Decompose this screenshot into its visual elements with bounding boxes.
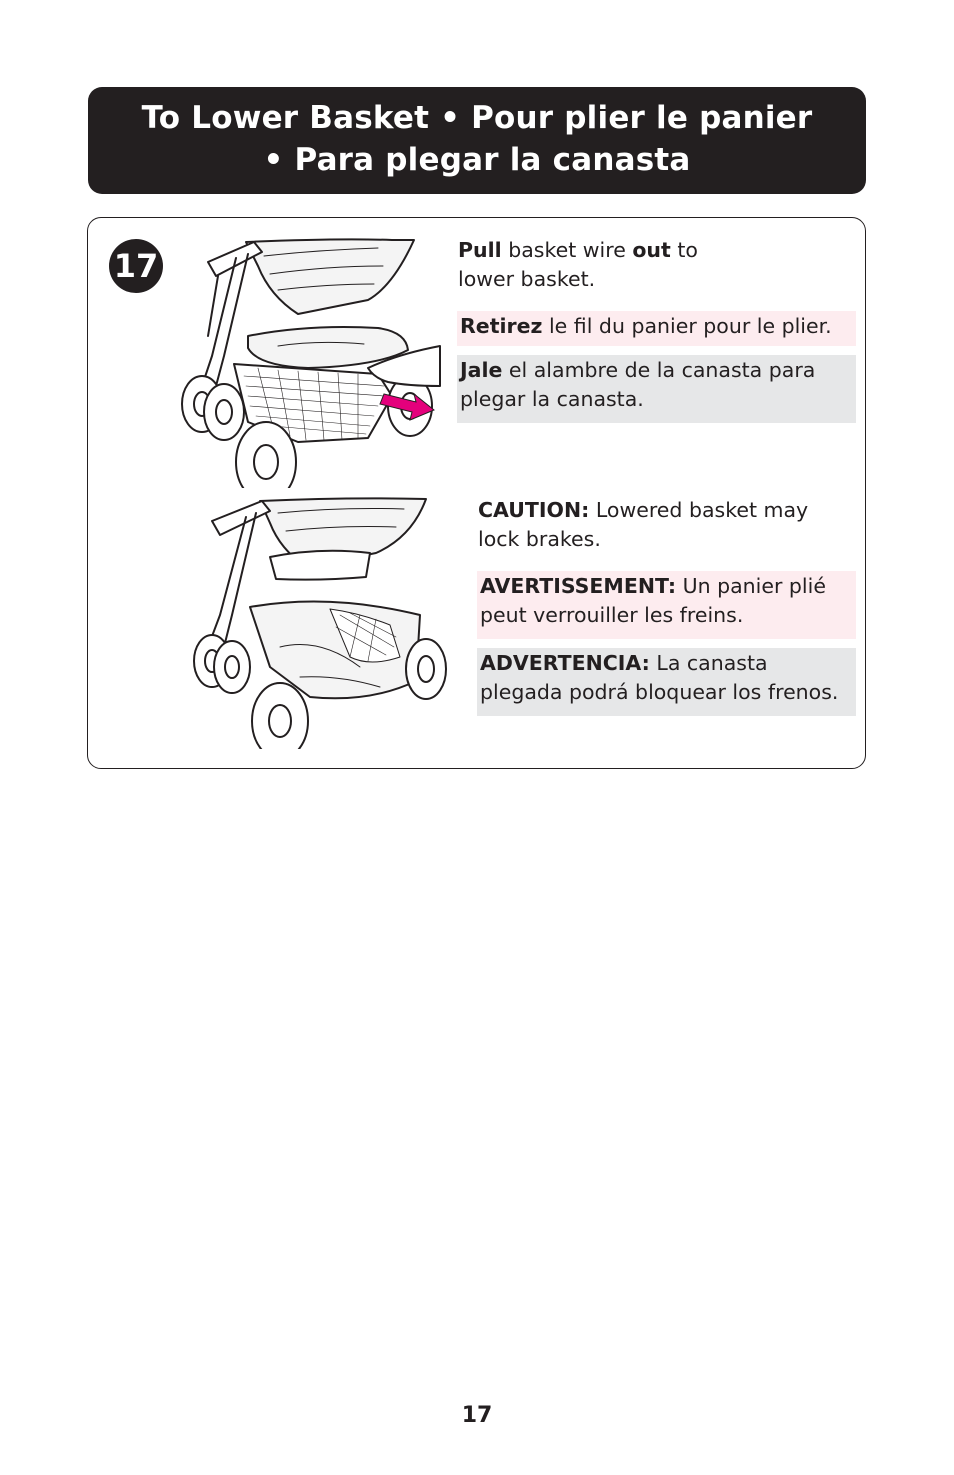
step-number-badge: 17	[109, 239, 163, 293]
caution-spanish-bold: ADVERTENCIA:	[480, 651, 650, 675]
caution-french-bold: AVERTISSEMENT:	[480, 574, 677, 598]
caution-french-text: Un panier plié peut verrouiller les freins.	[480, 574, 826, 627]
stroller-pull-basket-wire-illustration	[178, 236, 442, 488]
instruction-english-text-1: basket wire	[501, 238, 633, 262]
instruction-spanish-bold: Jale	[460, 358, 503, 382]
caution-french	[477, 571, 856, 639]
section-title-line-1: To Lower Basket • Pour plier le panier	[141, 100, 813, 136]
stroller-lowered-basket-illustration	[190, 497, 452, 749]
instruction-french-text: le fil du panier pour le plier.	[542, 314, 832, 338]
section-title-line-2: • Para plegar la canasta	[263, 142, 691, 178]
caution-spanish-text: La canasta plegada podrá bloquear los frenos.	[480, 651, 839, 704]
page-number: 17	[461, 1403, 493, 1428]
instruction-spanish-text: el alambre de la canasta para plegar la canasta.	[460, 358, 816, 411]
instruction-french-bold: Retirez	[460, 314, 543, 338]
caution-english	[478, 496, 838, 554]
instruction-french	[457, 311, 856, 346]
instruction-english-bold-2: out	[632, 238, 671, 262]
instruction-english-bold-1: Pull	[458, 238, 502, 262]
caution-english-text: Lowered basket may lock brakes.	[478, 498, 809, 551]
instruction-spanish	[457, 355, 856, 423]
caution-english-bold: CAUTION:	[478, 498, 590, 522]
section-title	[88, 87, 866, 194]
instruction-english	[458, 236, 758, 294]
caution-spanish	[477, 648, 856, 716]
instruction-english-text-2: to lower basket.	[458, 238, 698, 291]
